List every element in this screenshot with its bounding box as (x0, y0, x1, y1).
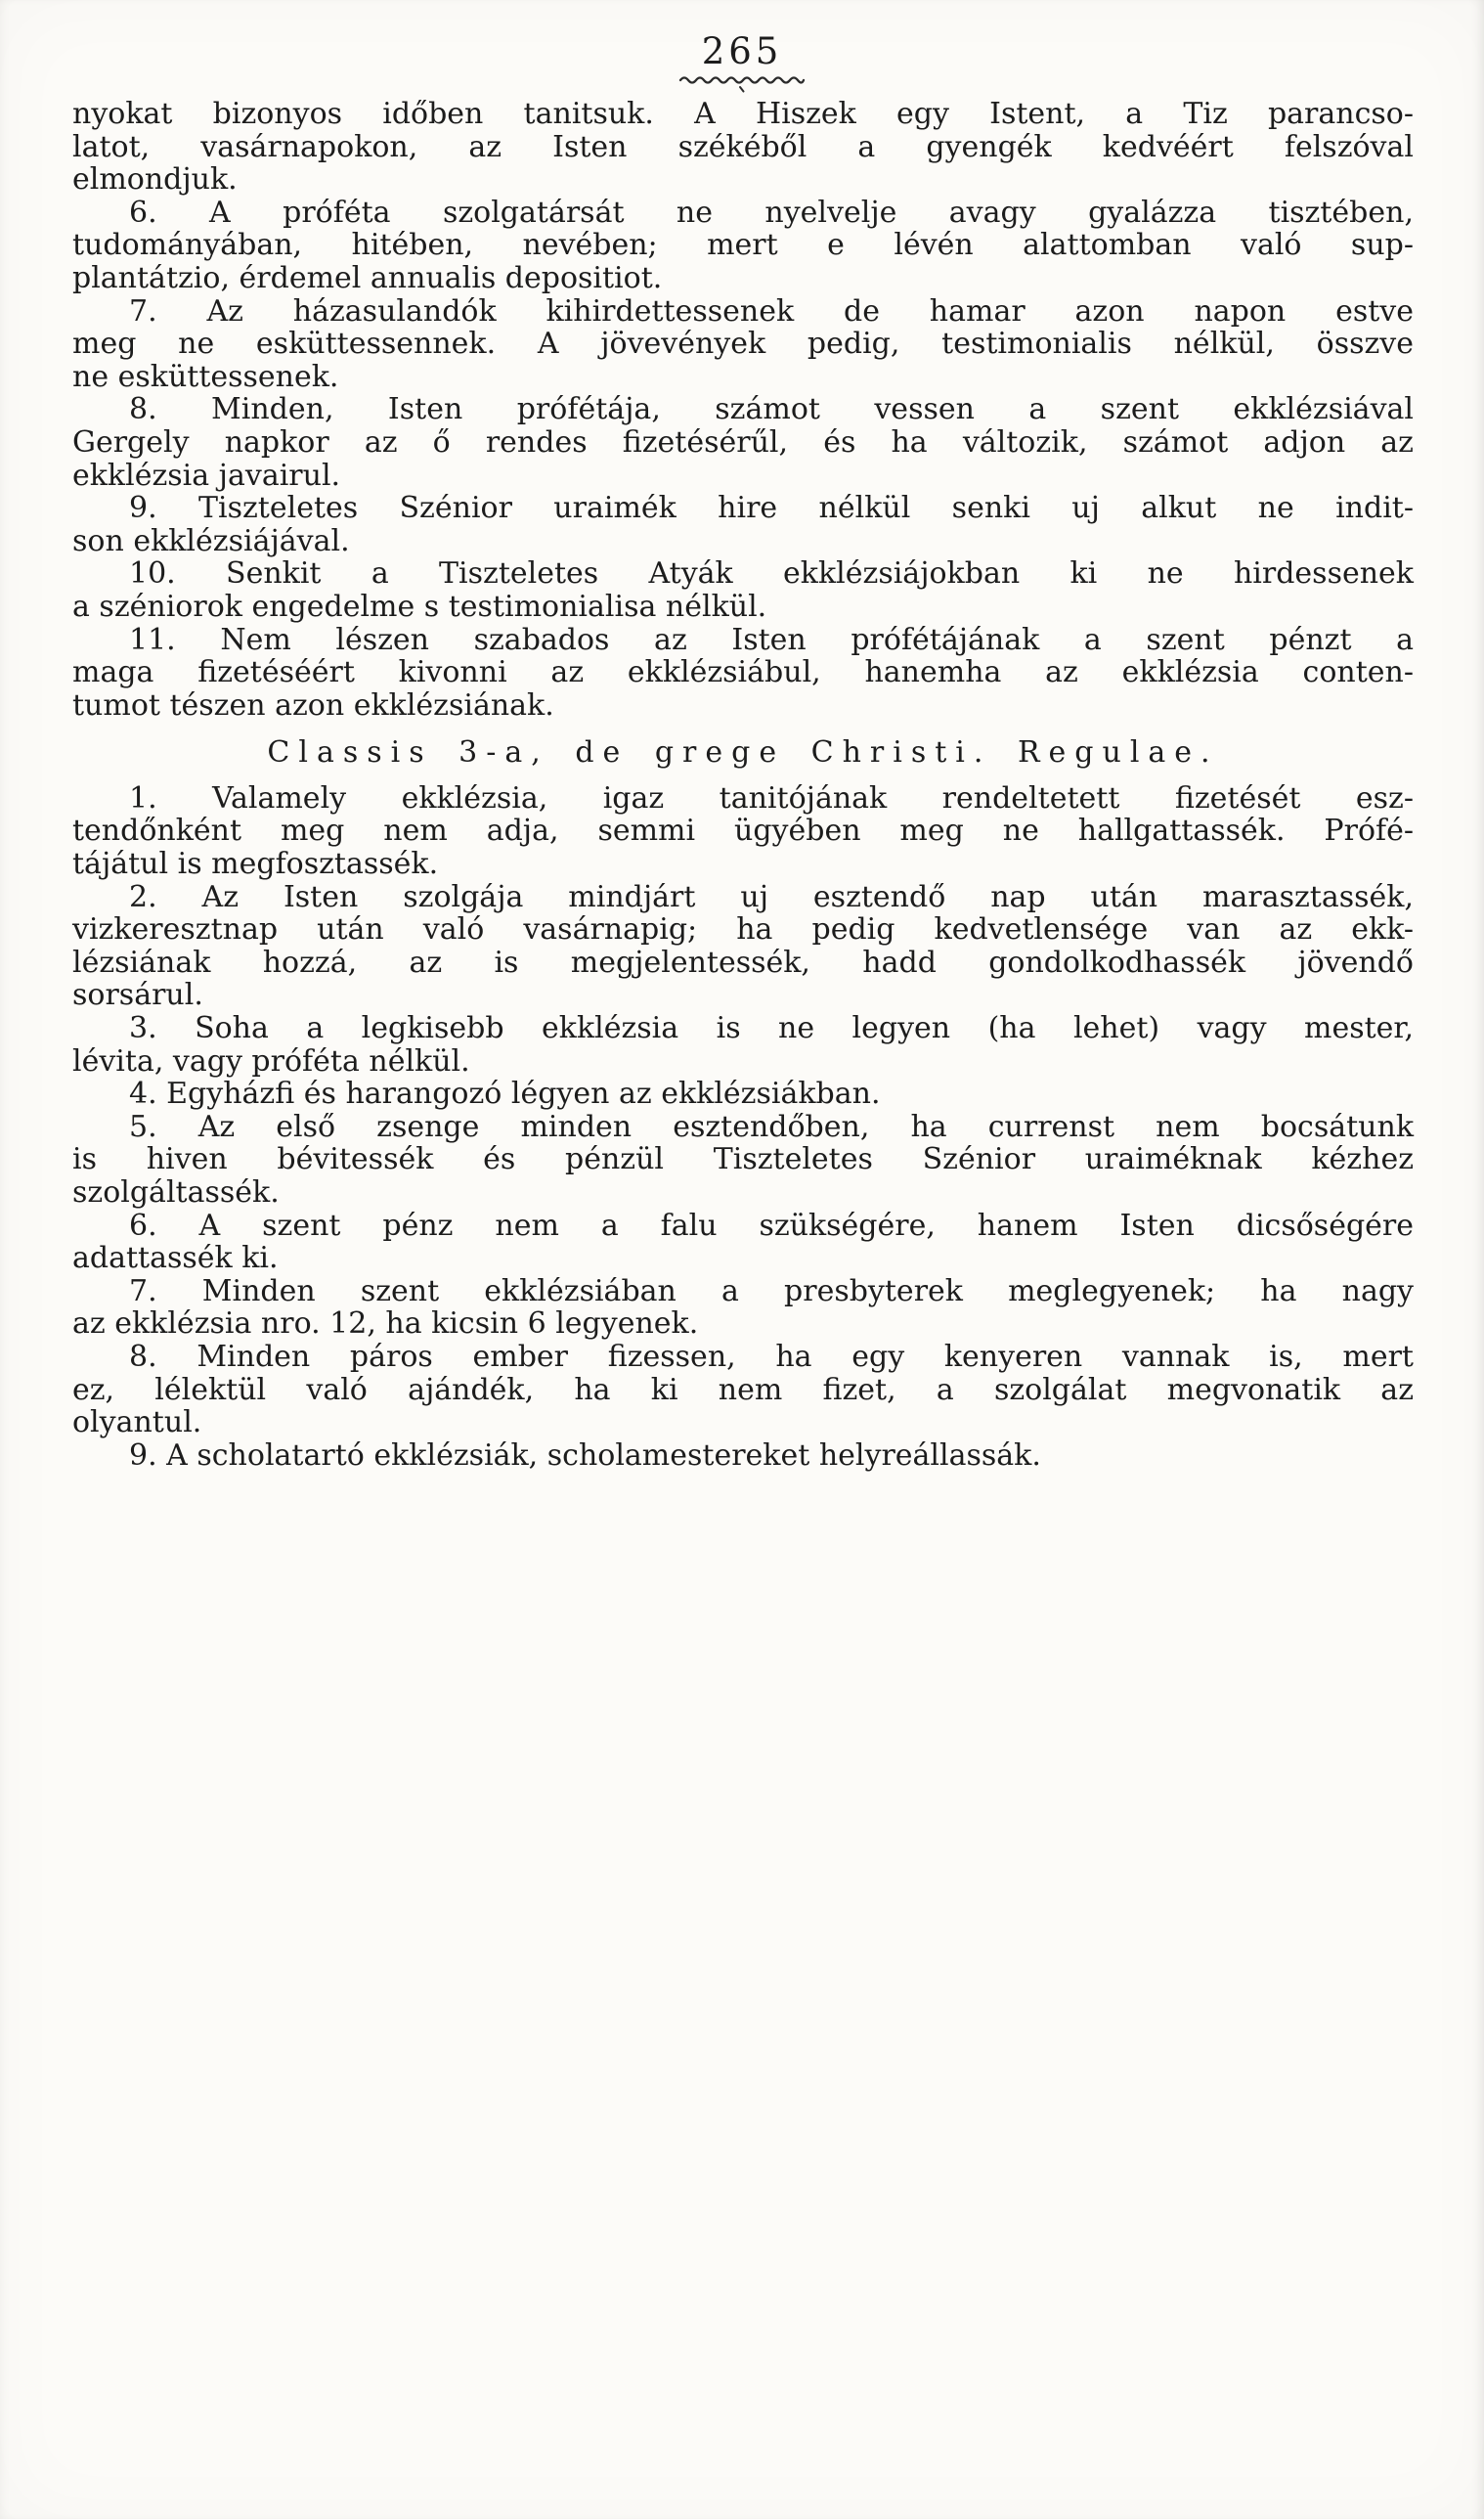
text-line: 9. Tiszteletes Szénior uraimék hire nélkül senki uj alkut ne indit- (129, 491, 1414, 526)
text-line: 9. A scholatartó ekklézsiák, scholamestereket helyreállassák. (129, 1437, 1041, 1473)
text-line: meg ne esküttessennek. A jövevények pedig, testimonialis nélkül, összve (72, 327, 1414, 362)
text-line: ez, lélektül való ajándék, ha ki nem fizet, a szolgálat megvonatik az (72, 1372, 1414, 1407)
text-line: son ekklézsiájával. (72, 523, 350, 558)
text-line: is hiven bévitessék és pénzül Tiszteletes Szénior uraiméknak kézhez (72, 1142, 1414, 1177)
text-line: olyantul. (72, 1405, 202, 1440)
text-line: 10. Senkit a Tiszteletes Atyák ekklézsiájokban ki ne hirdessenek (129, 556, 1414, 592)
text-line: 1. Valamely ekklézsia, igaz tanitójának rendeltetett fizetését esz- (129, 780, 1414, 816)
page-number: 265 (701, 30, 783, 72)
text-line: plantátzio, érdemel annualis depositiot. (72, 260, 663, 295)
text-line: 7. Minden szent ekklézsiában a presbyterek meglegyenek; ha nagy (129, 1273, 1414, 1308)
text-line: adattassék ki. (72, 1241, 279, 1276)
text-line: 5. Az első zsenge minden esztendőben, ha currenst nem bocsátunk (129, 1109, 1414, 1144)
text-line: 3. Soha a legkisebb ekklézsia is ne legyen (ha lehet) vagy mester, (129, 1011, 1414, 1046)
text-line: vizkeresztnap után való vasárnapig; ha pedig kedvetlensége van az ekk- (72, 912, 1414, 948)
paragraph (72, 1012, 1414, 1078)
text-line: 2. Az Isten szolgája mindjárt uj esztendő nap után marasztassék, (129, 879, 1414, 914)
paragraph (72, 1439, 1414, 1473)
decorative-squiggle-rule (677, 73, 807, 93)
text-line: tendőnként meg nem adja, semmi ügyében meg ne hallgattassék. Prófé- (72, 814, 1414, 849)
text-line: latot, vasárnapokon, az Isten székéből a gyengék kedvéért felszóval (72, 129, 1414, 164)
paragraph (72, 393, 1414, 492)
text-line: tájátul is megfosztassék. (72, 847, 439, 882)
text-line: tudományában, hitében, nevében; mert e lévén alattomban való sup- (72, 228, 1414, 263)
text-line: 4. Egyházfi és harangozó légyen az ekklézsiákban. (129, 1077, 881, 1112)
text-line: ekklézsia javairul. (72, 458, 341, 493)
paragraph (72, 1341, 1414, 1439)
text-line: elmondjuk. (72, 162, 238, 198)
section-heading: Classis 3-a, de grege Christi. Regulae. (267, 735, 1219, 771)
text-block (72, 98, 1414, 1472)
text-line: 6. A szent pénz nem a falu szükségére, hanem Isten dicsőségére (129, 1208, 1414, 1243)
paragraph (72, 881, 1414, 1012)
paragraph (72, 1078, 1414, 1111)
text-line: sorsárul. (72, 978, 203, 1013)
paragraph (72, 197, 1414, 295)
text-line: 6. A próféta szolgatársát ne nyelvelje avagy gyalázza tisztében, (129, 195, 1414, 230)
paragraph (72, 1210, 1414, 1275)
paragraph (72, 557, 1414, 623)
paragraph (72, 1111, 1414, 1210)
text-line: a széniorok engedelme s testimonialisa nélkül. (72, 589, 767, 624)
text-line: ne esküttessenek. (72, 359, 339, 394)
text-line: lézsiának hozzá, az is megjelentessék, hadd gondolkodhassék jövendő (72, 945, 1414, 980)
paragraph (72, 1275, 1414, 1341)
text-line: Gergely napkor az ő rendes fizetésérűl, és ha változik, számot adjon az (72, 424, 1414, 460)
text-line: 8. Minden páros ember fizessen, ha egy kenyeren vannak is, mert (129, 1339, 1414, 1374)
text-line: nyokat bizonyos időben tanitsuk. A Hiszek egy Istent, a Tiz parancso- (72, 97, 1414, 131)
text-line: az ekklézsia nro. 12, ha kicsin 6 legyenek. (72, 1306, 699, 1342)
paragraph (72, 492, 1414, 557)
text-line: tumot tészen azon ekklézsiának. (72, 687, 554, 723)
page-header (0, 30, 1484, 93)
text-line: maga fizetéséért kivonni az ekklézsiábul, hanemha az ekklézsia conten- (72, 655, 1414, 690)
paragraph (72, 624, 1414, 723)
paragraph (72, 295, 1414, 394)
text-line: 8. Minden, Isten prófétája, számot vessen a szent ekklézsiával (129, 392, 1414, 427)
text-line: 7. Az házasulandók kihirdettessenek de hamar azon napon estve (129, 293, 1414, 329)
paragraph (72, 782, 1414, 881)
text-line: lévita, vagy próféta nélkül. (72, 1043, 470, 1079)
text-line: szolgáltassék. (72, 1175, 280, 1210)
paragraph (72, 98, 1414, 197)
text-line: 11. Nem lészen szabados az Isten prófétájának a szent pénzt a (129, 622, 1414, 657)
